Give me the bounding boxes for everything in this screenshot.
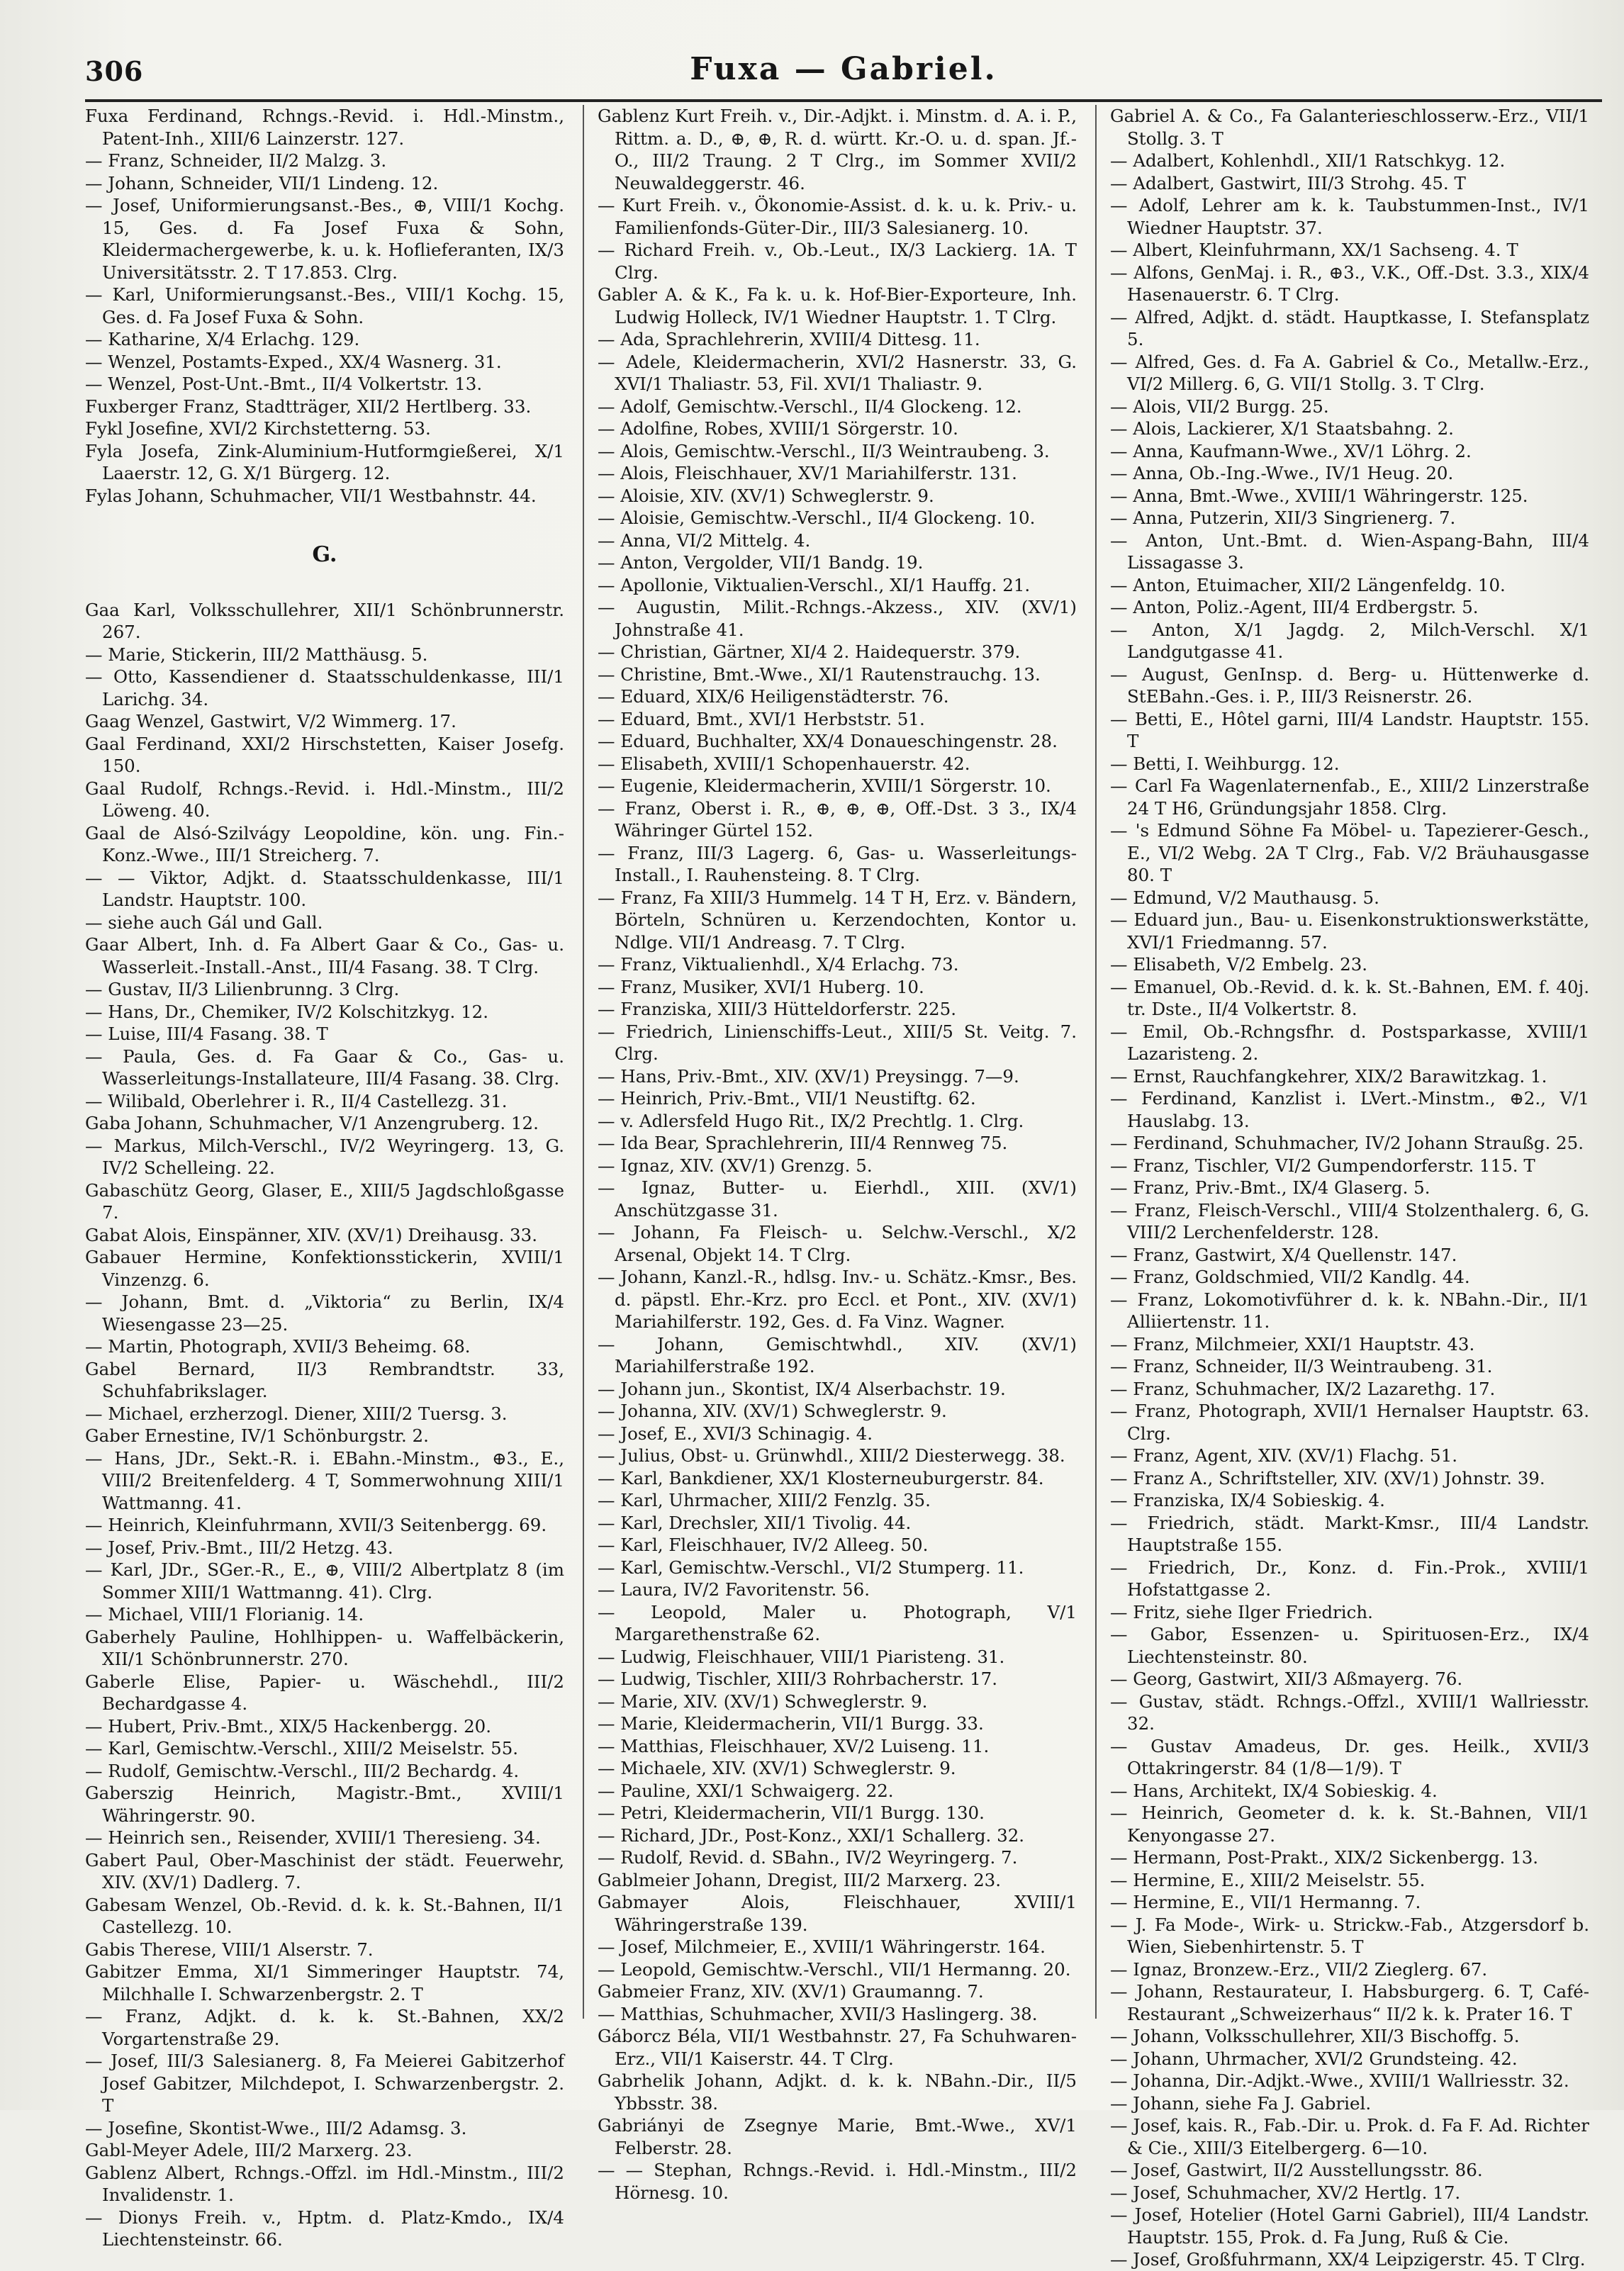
directory-entry: — Elisabeth, V/2 Embelg. 23. <box>1110 954 1368 975</box>
column-1 <box>85 105 564 2250</box>
directory-entry: Gabitzer Emma, XI/1 Simmeringer Hauptstr. 74, Milchhalle I. Schwarzenbergstr. 2. T <box>85 1961 564 2004</box>
directory-entry: — Laura, IV/2 Favoritenstr. 56. <box>598 1579 870 1600</box>
directory-entry: — Johann, Schneider, VII/1 Lindeng. 12. <box>85 172 439 194</box>
directory-entry: — Aloisie, Gemischtw.-Verschl., II/4 Glockeng. 10. <box>598 508 1036 528</box>
directory-entry: — Rudolf, Gemischtw.-Verschl., III/2 Bechardg. 4. <box>85 1760 520 1781</box>
directory-entry: Gabmeier Franz, XIV. (XV/1) Graumanng. 7. <box>598 1981 984 2002</box>
directory-entry: — Marie, XIV. (XV/1) Schweglerstr. 9. <box>598 1690 928 1712</box>
directory-entry: — Josef, Großfuhrmann, XX/4 Leipzigerstr. 45. T Clrg. <box>1110 2249 1586 2270</box>
directory-entry: — Josef, Priv.-Bmt., III/2 Hetzg. 43. <box>85 1537 393 1558</box>
directory-entry: Gaberszig Heinrich, Magistr.-Bmt., XVIII/1 Währingerstr. 90. <box>85 1783 564 1826</box>
directory-entry: Gablmeier Johann, Dregist, III/2 Marxerg. 23. <box>598 1869 1002 1890</box>
directory-entry: — Gustav Amadeus, Dr. ges. Heilk., XVII/3 Ottakringerstr. 84 (1/8—1/9). T <box>1110 1735 1589 1778</box>
column-2 <box>598 105 1077 2203</box>
directory-entry: — Heinrich, Geometer d. k. k. St.-Bahnen, VII/1 Kenyongasse 27. <box>1110 1802 1589 1846</box>
directory-entry: — — Viktor, Adjkt. d. Staatsschuldenkasse, III/1 Landstr. Hauptstr. 100. <box>85 867 564 910</box>
directory-entry: — Josef, Milchmeier, E., XVIII/1 Währingerstr. 164. <box>598 1936 1046 1957</box>
directory-entry: — Josef, Uniformierungsanst.-Bes., ⊕, VIII/1 Kochg. 15, Ges. d. Fa Josef Fuxa & Sohn, Kleidermachergewerbe, k. u. k. Hoflieferanten, IX/3 Universitätsstr. 2. T 17.853. Clrg. <box>85 195 564 283</box>
directory-entry: Gabler A. & K., Fa k. u. k. Hof-Bier-Exporteure, Inh. Ludwig Holleck, IV/1 Wiedner Hauptstr. 1. T Clrg. <box>598 284 1077 327</box>
directory-entry: — Ernst, Rauchfangkehrer, XIX/2 Barawitzkag. 1. <box>1110 1065 1547 1087</box>
directory-entry: — Gustav, städt. Rchngs.-Offzl., XVIII/1 Wallriesstr. 32. <box>1110 1690 1589 1734</box>
directory-entry: — Josef, kais. R., Fab.-Dir. u. Prok. d. Fa F. Ad. Richter & Cie., XIII/3 Eitelbergerg. 6—10. <box>1110 2115 1589 2158</box>
directory-entry: — Emil, Ob.-Rchngsfhr. d. Postsparkasse, XVIII/1 Lazaristeng. 2. <box>1110 1021 1589 1064</box>
directory-entry: — Matthias, Schuhmacher, XVII/3 Haslingerg. 38. <box>598 2003 1038 2024</box>
directory-entry: — Wenzel, Postamts-Exped., XX/4 Wasnerg. 31. <box>85 351 502 372</box>
directory-entry: — Franz, Fa XIII/3 Hummelg. 14 T H, Erz. v. Bändern, Börteln, Schnüren u. Kerzendochten, Kontor u. Ndlge. VII/1 Andreasg. 7. T Clrg. <box>598 887 1077 953</box>
directory-entry: Gablenz Albert, Rchngs.-Offzl. im Hdl.-Minstm., III/2 Invalidenstr. 1. <box>85 2162 564 2205</box>
running-head: Fuxa — Gabriel. <box>690 51 997 87</box>
directory-entry: — Johann jun., Skontist, IX/4 Alserbachstr. 19. <box>598 1378 1006 1399</box>
directory-entry: Gabis Therese, VIII/1 Alserstr. 7. <box>85 1939 374 1960</box>
directory-entry: — Anton, Etuimacher, XII/2 Längenfeldg. 10. <box>1110 574 1506 595</box>
directory-entry: — Alois, VII/2 Burgg. 25. <box>1110 396 1329 417</box>
directory-entry: — Franziska, XIII/3 Hütteldorferstr. 225. <box>598 999 956 1019</box>
directory-entry: — Heinrich, Kleinfuhrmann, XVII/3 Seitenbergg. 69. <box>85 1515 547 1535</box>
directory-entry: Gaa Karl, Volksschullehrer, XII/1 Schönbrunnerstr. 267. <box>85 599 564 642</box>
directory-entry: — Marie, Stickerin, III/2 Matthäusg. 5. <box>85 644 428 665</box>
directory-entry: — Hubert, Priv.-Bmt., XIX/5 Hackenbergg. 20. <box>85 1715 492 1737</box>
directory-entry: — Betti, I. Weihburgg. 12. <box>1110 753 1340 774</box>
directory-entry: — Christian, Gärtner, XI/4 2. Haidequerstr. 379. <box>598 641 1021 662</box>
directory-entry: — Julius, Obst- u. Grünwhdl., XIII/2 Diesterwegg. 38. <box>598 1445 1065 1466</box>
directory-entry: — August, GenInsp. d. Berg- u. Hüttenwerke d. StEBahn.-Ges. i. P., III/3 Reisnerstr. 26. <box>1110 663 1589 707</box>
page-number: 306 <box>85 55 144 87</box>
directory-entry: — Anna, Bmt.-Wwe., XVIII/1 Währingerstr. 125. <box>1110 485 1528 506</box>
directory-entry: — Friedrich, Linienschiffs-Leut., XIII/5 St. Veitg. 7. Clrg. <box>598 1021 1077 1064</box>
directory-entry: — Ludwig, Tischler, XIII/3 Rohrbacherstr. 17. <box>598 1669 998 1689</box>
directory-entry: — Karl, Gemischtw.-Verschl., XIII/2 Meiselstr. 55. <box>85 1738 519 1759</box>
directory-entry: — Anton, Vergolder, VII/1 Bandg. 19. <box>598 552 924 573</box>
column-divider <box>583 105 584 2019</box>
directory-entry: — Karl, Bankdiener, XX/1 Klosterneuburgerstr. 84. <box>598 1467 1044 1488</box>
directory-entry: — Franz, Priv.-Bmt., IX/4 Glaserg. 5. <box>1110 1177 1430 1198</box>
directory-entry: — Alfons, GenMaj. i. R., ⊕3., V.K., Off.-Dst. 3.3., XIX/4 Hasenauerstr. 6. T Clrg. <box>1110 262 1589 305</box>
directory-entry: — Franz, Fleisch-Verschl., VIII/4 Stolzenthalerg. 6, G. VIII/2 Lerchenfelderstr. 128. <box>1110 1199 1589 1243</box>
directory-entry: Fuxberger Franz, Stadtträger, XII/2 Hertlberg. 33. <box>85 396 532 417</box>
directory-entry: — Gabor, Essenzen- u. Spirituosen-Erz., IX/4 Liechtensteinstr. 80. <box>1110 1624 1589 1667</box>
directory-entry: Gabriányi de Zsegnye Marie, Bmt.-Wwe., XV/1 Felberstr. 28. <box>598 2115 1077 2158</box>
directory-entry: — Apollonie, Viktualien-Verschl., XI/1 Hauffg. 21. <box>598 574 1031 595</box>
directory-entry: Gabrhelik Johann, Adjkt. d. k. k. NBahn.-Dir., II/5 Ybbsstr. 38. <box>598 2070 1077 2114</box>
directory-entry: — Augustin, Milit.-Rchngs.-Akzess., XIV. (XV/1) Johnstraße 41. <box>598 597 1077 640</box>
directory-entry: Gabel Bernard, II/3 Rembrandtstr. 33, Schuhfabrikslager. <box>85 1358 564 1401</box>
directory-entry: — Michaele, XIV. (XV/1) Schweglerstr. 9. <box>598 1758 956 1778</box>
directory-entry: — Franz, Milchmeier, XXI/1 Hauptstr. 43. <box>1110 1333 1475 1355</box>
directory-entry: — Johann, siehe Fa J. Gabriel. <box>1110 2092 1372 2114</box>
directory-entry: — Eduard, Buchhalter, XX/4 Donaueschingenstr. 28. <box>598 731 1058 751</box>
directory-entry: Fykl Josefine, XVI/2 Kirchstetterng. 53. <box>85 418 431 439</box>
directory-entry: — Aloisie, XIV. (XV/1) Schweglerstr. 9. <box>598 485 934 506</box>
directory-entry: — Anton, Poliz.-Agent, III/4 Erdbergstr. 5. <box>1110 597 1479 617</box>
directory-entry: — Michael, VIII/1 Florianig. 14. <box>85 1604 364 1625</box>
directory-entry: — Hermann, Post-Prakt., XIX/2 Sickenbergg. 13. <box>1110 1847 1539 1868</box>
directory-entry: Gaal de Alsó-Szilvágy Leopoldine, kön. ung. Fin.-Konz.-Wwe., III/1 Streicherg. 7. <box>85 822 564 865</box>
column-3 <box>1110 105 1589 2270</box>
directory-entry: Fylas Johann, Schuhmacher, VII/1 Westbahnstr. 44. <box>85 485 537 506</box>
directory-entry: — Johann, Uhrmacher, XVI/2 Grundsteing. 42. <box>1110 2048 1518 2069</box>
directory-entry: — Edmund, V/2 Mauthausg. 5. <box>1110 887 1379 908</box>
directory-entry: — Franz, Schneider, II/3 Weintraubeng. 31. <box>1110 1356 1493 1376</box>
directory-entry: — Johann, Gemischtwhdl., XIV. (XV/1) Mariahilferstraße 192. <box>598 1333 1077 1376</box>
directory-entry: Gaal Ferdinand, XXI/2 Hirschstetten, Kaiser Josefg. 150. <box>85 733 564 776</box>
directory-entry: Gabl-Meyer Adele, III/2 Marxerg. 23. <box>85 2140 413 2160</box>
directory-entry: — Christine, Bmt.-Wwe., XI/1 Rautenstrauchg. 13. <box>598 663 1041 685</box>
page-header <box>85 50 1602 92</box>
directory-entry: — Franz, Schneider, II/2 Malzg. 3. <box>85 150 387 171</box>
directory-entry: — Johanna, Dir.-Adjkt.-Wwe., XVIII/1 Wallriesstr. 32. <box>1110 2070 1569 2091</box>
directory-entry: — Johann, Volksschullehrer, XII/3 Bischoffg. 5. <box>1110 2026 1520 2046</box>
directory-entry: — Karl, Drechsler, XII/1 Tivolig. 44. <box>598 1512 912 1533</box>
directory-entry: — Franz, Adjkt. d. k. k. St.-Bahnen, XX/2 Vorgartenstraße 29. <box>85 2006 564 2049</box>
directory-entry: — Leopold, Maler u. Photograph, V/1 Margarethenstraße 62. <box>598 1601 1077 1644</box>
directory-entry: Fyla Josefa, Zink-Aluminium-Hutformgießerei, X/1 Laaerstr. 12, G. X/1 Bürgerg. 12. <box>85 440 564 483</box>
directory-entry: — Josef, Schuhmacher, XV/2 Hertlg. 17. <box>1110 2182 1461 2203</box>
directory-entry: Gabaschütz Georg, Glaser, E., XIII/5 Jagdschloßgasse 7. <box>85 1179 564 1223</box>
directory-entry: — Adele, Kleidermacherin, XVI/2 Hasnerstr. 33, G. XVI/1 Thaliastr. 53, Fil. XVI/1 Thaliastr. 9. <box>598 351 1077 394</box>
directory-entry: — Franz, Musiker, XVI/1 Huberg. 10. <box>598 976 924 997</box>
directory-entry: — Franz, Oberst i. R., ⊕, ⊕, ⊕, Off.-Dst. 3 3., IX/4 Währinger Gürtel 152. <box>598 797 1077 841</box>
directory-entry: Gaar Albert, Inh. d. Fa Albert Gaar & Co., Gas- u. Wasserleit.-Install.-Anst., III/4 Fasang. 38. T Clrg. <box>85 934 564 977</box>
directory-entry: — Heinrich sen., Reisender, XVIII/1 Theresieng. 34. <box>85 1827 541 1848</box>
directory-entry: — Franz, Goldschmied, VII/2 Kandlg. 44. <box>1110 1267 1470 1287</box>
directory-entry: — Franz, Photograph, XVII/1 Hernalser Hauptstr. 63. Clrg. <box>1110 1401 1589 1444</box>
directory-entry: Gabmayer Alois, Fleischhauer, XVIII/1 Währingerstraße 139. <box>598 1892 1077 1935</box>
directory-entry: — Betti, E., Hôtel garni, III/4 Landstr. Hauptstr. 155. T <box>1110 708 1589 751</box>
directory-entry: Gabat Alois, Einspänner, XIV. (XV/1) Dreihausg. 33. <box>85 1224 538 1245</box>
directory-entry: — Franz A., Schriftsteller, XIV. (XV/1) Johnstr. 39. <box>1110 1467 1545 1488</box>
directory-entry: — Anna, VI/2 Mittelg. 4. <box>598 529 811 551</box>
directory-entry: — Karl, JDr., SGer.-R., E., ⊕, VIII/2 Albertplatz 8 (im Sommer XIII/1 Wattmanng. 41). Clrg. <box>85 1559 564 1603</box>
directory-entry: — Ludwig, Fleischhauer, VIII/1 Piaristeng. 31. <box>598 1646 1005 1667</box>
directory-entry: — Richard, JDr., Post-Konz., XXI/1 Schallerg. 32. <box>598 1824 1025 1846</box>
directory-entry: — Karl, Uhrmacher, XIII/2 Fenzlg. 35. <box>598 1490 931 1510</box>
section-heading: G. <box>312 542 337 567</box>
directory-entry: — Johanna, XIV. (XV/1) Schweglerstr. 9. <box>598 1401 947 1421</box>
directory-entry: — Paula, Ges. d. Fa Gaar & Co., Gas- u. Wasserleitungs-Installateure, III/4 Fasang. 38. Clrg. <box>85 1045 564 1089</box>
directory-entry: — Pauline, XXI/1 Schwaigerg. 22. <box>598 1780 894 1801</box>
directory-entry: — Josef, Hotelier (Hotel Garni Gabriel), III/4 Landstr. Hauptstr. 155, Prok. d. Fa Jung, Ruß & Cie. <box>1110 2204 1589 2248</box>
directory-entry: Gabriel A. & Co., Fa Galanterieschlosserw.-Erz., VII/1 Stollg. 3. T <box>1110 106 1589 149</box>
directory-entry: — v. Adlersfeld Hugo Rit., IX/2 Prechtlg. 1. Clrg. <box>598 1110 1024 1131</box>
directory-entry: — Karl, Uniformierungsanst.-Bes., VIII/1 Kochg. 15, Ges. d. Fa Josef Fuxa & Sohn. <box>85 284 564 327</box>
directory-entry: Gaag Wenzel, Gastwirt, V/2 Wimmerg. 17. <box>85 711 457 731</box>
directory-entry: — Leopold, Gemischtw.-Verschl., VII/1 Hermanng. 20. <box>598 1958 1071 1980</box>
directory-entry: — Gustav, II/3 Lilienbrunng. 3 Clrg. <box>85 979 400 999</box>
directory-entry: — Anna, Putzerin, XII/3 Singrienerg. 7. <box>1110 508 1456 528</box>
directory-entry: — Ferdinand, Kanzlist i. LVert.-Minstm., ⊕2., V/1 Hauslabg. 13. <box>1110 1088 1589 1131</box>
directory-entry: — Friedrich, Dr., Konz. d. Fin.-Prok., XVIII/1 Hofstattgasse 2. <box>1110 1557 1589 1600</box>
directory-entry: — Fritz, siehe Ilger Friedrich. <box>1110 1601 1373 1622</box>
directory-entry: — Josef, Gastwirt, II/2 Ausstellungsstr. 86. <box>1110 2160 1483 2180</box>
directory-entry: — Alois, Lackierer, X/1 Staatsbahng. 2. <box>1110 418 1454 439</box>
directory-entry: — Dionys Freih. v., Hptm. d. Platz-Kmdo., IX/4 Liechtensteinstr. 66. <box>85 2206 564 2250</box>
directory-entry: — Adalbert, Kohlenhdl., XII/1 Ratschkyg. 12. <box>1110 150 1506 171</box>
directory-entry: — Adalbert, Gastwirt, III/3 Strohg. 45. T <box>1110 172 1466 194</box>
directory-entry: — Ignaz, XIV. (XV/1) Grenzg. 5. <box>598 1155 873 1176</box>
directory-entry: Gabauer Hermine, Konfektionsstickerin, XVIII/1 Vinzenzg. 6. <box>85 1247 564 1290</box>
directory-entry: — Richard Freih. v., Ob.-Leut., IX/3 Lackierg. 1A. T Clrg. <box>598 240 1077 283</box>
directory-entry: — Marie, Kleidermacherin, VII/1 Burgg. 33. <box>598 1713 984 1734</box>
directory-entry: — Wilibald, Oberlehrer i. R., II/4 Castellezg. 31. <box>85 1090 508 1111</box>
column-divider <box>1095 105 1097 2019</box>
directory-entry: — Karl, Gemischtw.-Verschl., VI/2 Stumperg. 11. <box>598 1557 1024 1578</box>
directory-entry: — Katharine, X/4 Erlachg. 129. <box>85 329 360 349</box>
directory-entry: — Wenzel, Post-Unt.-Bmt., II/4 Volkertstr. 13. <box>85 374 483 394</box>
directory-entry: — Ferdinand, Schuhmacher, IV/2 Johann Straußg. 25. <box>1110 1133 1584 1153</box>
directory-entry: — Emanuel, Ob.-Revid. d. k. k. St.-Bahnen, EM. f. 40j. tr. Dste., II/4 Volkertstr. 8. <box>1110 976 1589 1019</box>
directory-entry: — Rudolf, Revid. d. SBahn., IV/2 Weyringerg. 7. <box>598 1847 1018 1868</box>
directory-entry: — 's Edmund Söhne Fa Möbel- u. Tapezierer-Gesch., E., VI/2 Webg. 2A T Clrg., Fab. V/2 Bräuhausgasse 80. T <box>1110 820 1589 885</box>
directory-entry: — Anton, X/1 Jagdg. 2, Milch-Verschl. X/1 Landgutgasse 41. <box>1110 619 1589 662</box>
directory-entry: — Karl, Fleischhauer, IV/2 Alleeg. 50. <box>598 1535 929 1555</box>
directory-entry: — Hans, JDr., Sekt.-R. i. EBahn.-Minstm., ⊕3., E., VIII/2 Breitenfelderg. 4 T, Sommerwohnung XIII/1 Wattmanng. 41. <box>85 1447 564 1513</box>
directory-entry: — Johann, Restaurateur, I. Habsburgerg. 6. T, Café-Restaurant „Schweizerhaus“ II/2 k. k. Prater 16. T <box>1110 1981 1589 2024</box>
directory-entry: — Elisabeth, XVIII/1 Schopenhauerstr. 42. <box>598 753 970 774</box>
directory-entry: — J. Fa Mode-, Wirk- u. Strickw.-Fab., Atzgersdorf b. Wien, Siebenhirtenstr. 5. T <box>1110 1914 1589 1957</box>
directory-entry: Gaber Ernestine, IV/1 Schönburgstr. 2. <box>85 1425 429 1446</box>
directory-entry: Gáborcz Béla, VII/1 Westbahnstr. 27, Fa Schuhwaren-Erz., VII/1 Kaiserstr. 44. T Clrg. <box>598 2026 1077 2069</box>
directory-entry: — Anton, Unt.-Bmt. d. Wien-Aspang-Bahn, III/4 Lissagasse 3. <box>1110 529 1589 573</box>
directory-entry: — Franz, Viktualienhdl., X/4 Erlachg. 73. <box>598 954 959 975</box>
directory-entry: — Friedrich, städt. Markt-Kmsr., III/4 Landstr. Hauptstraße 155. <box>1110 1512 1589 1555</box>
directory-entry: Gabert Paul, Ober-Maschinist der städt. Feuerwehr, XIV. (XV/1) Dadlerg. 7. <box>85 1849 564 1892</box>
directory-entry: — Ada, Sprachlehrerin, XVIII/4 Dittesg. 11. <box>598 329 980 349</box>
directory-entry: — Hans, Architekt, IX/4 Sobieskig. 4. <box>1110 1780 1438 1801</box>
directory-entry: — Adolf, Gemischtw.-Verschl., II/4 Glockeng. 12. <box>598 396 1022 417</box>
directory-entry: — Franz, Agent, XIV. (XV/1) Flachg. 51. <box>1110 1445 1458 1466</box>
directory-entry: — Johann, Fa Fleisch- u. Selchw.-Verschl., X/2 Arsenal, Objekt 14. T Clrg. <box>598 1222 1077 1265</box>
directory-entry: — Franz, III/3 Lagerg. 6, Gas- u. Wasserleitungs-Install., I. Rauhensteing. 8. T Clrg. <box>598 842 1077 885</box>
directory-entry: — Josefine, Skontist-Wwe., III/2 Adamsg. 3. <box>85 2117 467 2138</box>
directory-entry: — — Stephan, Rchngs.-Revid. i. Hdl.-Minstm., III/2 Hörnesg. 10. <box>598 2160 1077 2203</box>
directory-entry: — Otto, Kassendiener d. Staatsschuldenkasse, III/1 Larichg. 34. <box>85 666 564 710</box>
directory-entry: — Franz, Schuhmacher, IX/2 Lazarethg. 17. <box>1110 1378 1496 1399</box>
directory-entry: — Luise, III/4 Fasang. 38. T <box>85 1024 328 1044</box>
directory-entry: — Heinrich, Priv.-Bmt., VII/1 Neustiftg. 62. <box>598 1088 976 1109</box>
directory-entry: Gaal Rudolf, Rchngs.-Revid. i. Hdl.-Minstm., III/2 Löweng. 40. <box>85 778 564 821</box>
directory-entry: — Albert, Kleinfuhrmann, XX/1 Sachseng. 4. T <box>1110 240 1518 260</box>
directory-entry: — Hermine, E., XIII/2 Meiselstr. 55. <box>1110 1869 1426 1890</box>
directory-entry: — Josef, E., XVI/3 Schinagig. 4. <box>598 1423 873 1444</box>
directory-entry: — Alfred, Adjkt. d. städt. Hauptkasse, I. Stefansplatz 5. <box>1110 306 1589 349</box>
directory-entry: — Josef, III/3 Salesianerg. 8, Fa Meierei Gabitzerhof Josef Gabitzer, Milchdepot, I. Schwarzenbergstr. 2. T <box>85 2051 564 2116</box>
directory-entry: — Hans, Priv.-Bmt., XIV. (XV/1) Preysingg. 7—9. <box>598 1065 1019 1087</box>
directory-entry: Fuxa Ferdinand, Rchngs.-Revid. i. Hdl.-Minstm., Patent-Inh., XIII/6 Lainzerstr. 127. <box>85 106 564 149</box>
directory-entry: — Franz, Lokomotivführer d. k. k. NBahn.-Dir., II/1 Alliiertenstr. 11. <box>1110 1289 1589 1332</box>
directory-entry: — Alois, Fleischhauer, XV/1 Mariahilferstr. 131. <box>598 463 1017 483</box>
directory-entry: Gaba Johann, Schuhmacher, V/1 Anzengruberg. 12. <box>85 1113 539 1133</box>
directory-entry: — Johann, Kanzl.-R., hdlsg. Inv.- u. Schätz.-Kmsr., Bes. d. päpstl. Ehr.-Krz. pro Eccl. et Pont., XIV. (XV/1) Mariahilferstr. 192, Ges. d. Fa Vinz. Wagner. <box>598 1267 1077 1332</box>
directory-entry: — Alois, Gemischtw.-Verschl., II/3 Weintraubeng. 3. <box>598 440 1050 461</box>
directory-entry: Gablenz Kurt Freih. v., Dir.-Adjkt. i. Minstm. d. A. i. P., Rittm. a. D., ⊕, ⊕, R. d. württ. Kr.-O. u. d. span. Jf.-O., III/2 Traung. 2 T Clrg., im Sommer XVII/2 Neuwaldeggerstr. 46. <box>598 106 1077 194</box>
directory-entry: — Markus, Milch-Verschl., IV/2 Weyringerg. 13, G. IV/2 Schelleing. 22. <box>85 1135 564 1178</box>
directory-entry: — Anna, Ob.-Ing.-Wwe., IV/1 Heug. 20. <box>1110 463 1454 483</box>
directory-entry: Gaberle Elise, Papier- u. Wäschehdl., III/2 Bechardgasse 4. <box>85 1671 564 1714</box>
directory-entry: — Hans, Dr., Chemiker, IV/2 Kolschitzkyg. 12. <box>85 1001 489 1022</box>
header-rule <box>85 99 1602 102</box>
directory-entry: — Kurt Freih. v., Ökonomie-Assist. d. k. u. k. Priv.- u. Familienfonds-Güter-Dir., III/3 Salesianerg. 10. <box>598 195 1077 238</box>
directory-entry: — Franz, Gastwirt, X/4 Quellenstr. 147. <box>1110 1244 1457 1265</box>
directory-entry: Gabesam Wenzel, Ob.-Revid. d. k. k. St.-Bahnen, II/1 Castellezg. 10. <box>85 1894 564 1937</box>
directory-entry: — Eugenie, Kleidermacherin, XVIII/1 Sörgerstr. 10. <box>598 775 1051 796</box>
directory-entry: — Eduard, Bmt., XVI/1 Herbststr. 51. <box>598 708 925 729</box>
directory-entry: — Johann, Bmt. d. „Viktoria“ zu Berlin, IX/4 Wiesengasse 23—25. <box>85 1291 564 1335</box>
directory-entry: — Eduard jun., Bau- u. Eisenkonstruktionswerkstätte, XVI/1 Friedmanng. 57. <box>1110 909 1589 953</box>
directory-entry: — Petri, Kleidermacherin, VII/1 Burgg. 130. <box>598 1802 985 1823</box>
directory-entry: — siehe auch Gál und Gall. <box>85 912 323 933</box>
directory-entry: — Ignaz, Butter- u. Eierhdl., XIII. (XV/1) Anschützgasse 31. <box>598 1177 1077 1221</box>
directory-entry: — Hermine, E., VII/1 Hermanng. 7. <box>1110 1892 1421 1912</box>
directory-entry: — Franz, Tischler, VI/2 Gumpendorferstr. 115. T <box>1110 1155 1535 1176</box>
directory-entry: — Ignaz, Bronzew.-Erz., VII/2 Zieglerg. 67. <box>1110 1958 1488 1980</box>
directory-entry: — Eduard, XIX/6 Heiligenstädterstr. 76. <box>598 686 949 707</box>
directory-entry: — Ida Bear, Sprachlehrerin, III/4 Rennweg 75. <box>598 1133 1008 1153</box>
directory-entry: — Georg, Gastwirt, XII/3 Aßmayerg. 76. <box>1110 1669 1463 1689</box>
directory-entry: Gaberhely Pauline, Hohlhippen- u. Waffelbäckerin, XII/1 Schönbrunnerstr. 270. <box>85 1626 564 1669</box>
directory-entry: — Adolfine, Robes, XVIII/1 Sörgerstr. 10. <box>598 418 958 439</box>
directory-entry: — Carl Fa Wagenlaternenfab., E., XIII/2 Linzerstraße 24 T H6, Gründungsjahr 1858. Clrg. <box>1110 775 1589 819</box>
directory-entry: — Alfred, Ges. d. Fa A. Gabriel & Co., Metallw.-Erz., VI/2 Millerg. 6, G. VII/1 Stollg. 3. T Clrg. <box>1110 351 1589 394</box>
directory-entry: — Franziska, IX/4 Sobieskig. 4. <box>1110 1490 1385 1510</box>
directory-entry: — Michael, erzherzogl. Diener, XIII/2 Tuersg. 3. <box>85 1403 508 1424</box>
directory-entry: — Matthias, Fleischhauer, XV/2 Luiseng. 11. <box>598 1735 990 1756</box>
directory-entry: — Martin, Photograph, XVII/3 Beheimg. 68. <box>85 1336 471 1357</box>
directory-entry: — Anna, Kaufmann-Wwe., XV/1 Löhrg. 2. <box>1110 440 1472 461</box>
directory-entry: — Adolf, Lehrer am k. k. Taubstummen-Inst., IV/1 Wiedner Hauptstr. 37. <box>1110 195 1589 238</box>
